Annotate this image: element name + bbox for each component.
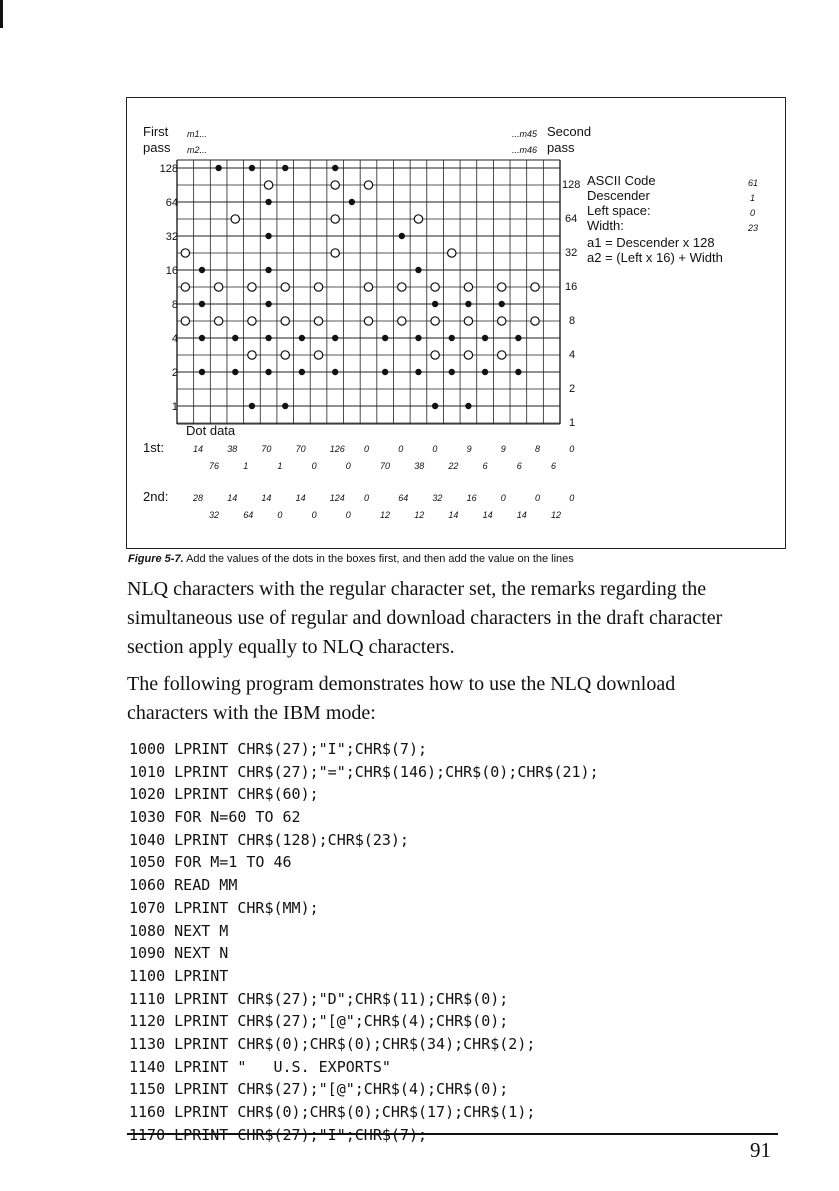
filled-dot <box>515 369 521 375</box>
open-dot <box>464 317 472 325</box>
code-line: 1110 LPRINT CHR$(27);"D";CHR$(11);CHR$(0); <box>129 989 509 1008</box>
second-row-label: 2nd: <box>143 489 169 504</box>
dot-data-value: 14 <box>295 493 306 503</box>
info-left-space-label: Left space: <box>587 203 651 218</box>
footer-rule <box>127 1133 778 1135</box>
left-value-128: 128 <box>159 163 178 175</box>
left-value-8: 8 <box>171 299 178 311</box>
open-dot <box>231 215 239 223</box>
paragraph-nlq <box>127 575 781 662</box>
dot-data-value: 14 <box>482 510 493 520</box>
filled-dot <box>332 335 338 341</box>
second-pass-label-1: Second <box>547 124 592 139</box>
filled-dot <box>499 301 505 307</box>
filled-dot <box>265 335 271 341</box>
dot-data-value: 126 <box>329 444 345 454</box>
open-dot <box>498 351 506 359</box>
paragraph-line: section apply equally to NLQ characters. <box>127 636 455 658</box>
code-line: 1150 LPRINT CHR$(27);"[@";CHR$(4);CHR$(0); <box>129 1080 509 1099</box>
dot-data-value: 38 <box>227 444 238 454</box>
dot-data-value: 0 <box>398 444 404 454</box>
filled-dot <box>299 335 305 341</box>
code-line: 1010 LPRINT CHR$(27);"=";CHR$(146);CHR$(0);CHR$(21); <box>129 762 599 781</box>
filled-dot <box>332 369 338 375</box>
dot-data-value: 22 <box>448 461 459 471</box>
filled-dot <box>299 369 305 375</box>
filled-dot <box>399 233 405 239</box>
open-dot <box>531 317 539 325</box>
dot-data-value: 14 <box>261 493 272 503</box>
filled-dot <box>249 403 255 409</box>
dot-data-value: 0 <box>569 444 575 454</box>
open-dot <box>181 249 189 257</box>
info-ascii-value: 61 <box>748 178 759 188</box>
filled-dot <box>432 403 438 409</box>
filled-dot <box>465 403 471 409</box>
code-line: 1030 FOR N=60 TO 62 <box>129 808 301 827</box>
filled-dot <box>465 301 471 307</box>
left-value-1: 1 <box>171 401 178 413</box>
caption-label: Figure 5-7. <box>128 553 184 565</box>
right-value-64: 64 <box>565 213 578 225</box>
filled-dot <box>215 165 221 171</box>
left-value-16: 16 <box>165 265 178 277</box>
open-dot <box>531 283 539 291</box>
first-pass-label-1: First <box>143 124 169 139</box>
filled-dot <box>265 267 271 273</box>
open-dot <box>181 283 189 291</box>
info-width-value: 23 <box>748 223 759 233</box>
code-line: 1140 LPRINT " U.S. EXPORTS" <box>129 1057 391 1076</box>
right-value-1: 1 <box>569 417 576 429</box>
filled-dot <box>199 267 205 273</box>
right-value-4: 4 <box>569 349 576 361</box>
basic-program-listing <box>129 738 599 1146</box>
dot-data-value: 0 <box>311 461 317 471</box>
open-dot <box>214 317 222 325</box>
code-line <box>129 1124 599 1147</box>
formula-a1: a1 = Descender x 128 <box>587 235 715 250</box>
dot-data-value: 0 <box>345 510 351 520</box>
second-pass-m46: ...m46 <box>512 145 538 155</box>
filled-dot <box>265 369 271 375</box>
code-line: 1160 LPRINT CHR$(0);CHR$(0);CHR$(17);CHR$(1); <box>129 1103 536 1121</box>
paragraph-line: simultaneous use of regular and download characters in the draft character <box>127 607 723 629</box>
open-dot <box>464 283 472 291</box>
paragraph-program-intro <box>127 670 781 728</box>
dot-data-value: 0 <box>345 461 351 471</box>
filled-dot <box>232 369 238 375</box>
open-dot <box>331 215 339 223</box>
code-line: 1050 FOR M=1 TO 46 <box>129 853 292 872</box>
filled-dot <box>232 335 238 341</box>
dot-data-value: 0 <box>364 444 370 454</box>
code-line: 1060 READ MM <box>129 876 238 895</box>
first-pass-m1: m1... <box>187 129 208 139</box>
open-dot <box>431 283 439 291</box>
dot-data-value: 70 <box>295 444 306 454</box>
right-value-128: 128 <box>562 179 581 191</box>
dot-data-value: 6 <box>482 461 488 471</box>
dot-data-value: 8 <box>535 444 541 454</box>
second-pass-label-2: pass <box>547 140 575 155</box>
filled-dot <box>415 267 421 273</box>
open-dot <box>364 181 372 189</box>
dot-data-value: 9 <box>466 444 472 454</box>
left-value-4: 4 <box>171 333 178 345</box>
filled-dot <box>382 369 388 375</box>
left-value-32: 32 <box>165 231 178 243</box>
info-descender-value: 1 <box>750 193 756 203</box>
open-dot <box>281 351 289 359</box>
info-left-space-value: 0 <box>750 208 756 218</box>
filled-dot <box>199 301 205 307</box>
filled-dot <box>515 335 521 341</box>
paragraph-line: NLQ characters with the regular character set, the remarks regarding the <box>127 578 707 600</box>
open-dot <box>331 181 339 189</box>
dot-data-value: 14 <box>516 510 527 520</box>
dot-data-value: 0 <box>500 493 506 503</box>
code-line: 1100 LPRINT <box>129 966 229 985</box>
open-dot <box>364 283 372 291</box>
info-descender-label: Descender <box>587 188 650 203</box>
right-value-16: 16 <box>565 281 578 293</box>
dot-data-value: 38 <box>414 461 425 471</box>
open-dot <box>248 283 256 291</box>
dot-data-value: 14 <box>227 493 238 503</box>
dot-data-value: 124 <box>329 493 345 503</box>
paragraph-line: The following program demonstrates how to use the NLQ download <box>127 673 676 695</box>
open-dot <box>448 249 456 257</box>
open-dot <box>281 317 289 325</box>
filled-dot <box>415 369 421 375</box>
filled-dot <box>265 233 271 239</box>
first-pass-m2: m2... <box>187 145 208 155</box>
filled-dot <box>265 199 271 205</box>
dot-data-value: 1 <box>277 461 283 471</box>
first-pass-label-2: pass <box>143 140 171 155</box>
dot-data-value: 12 <box>551 510 562 520</box>
dot-data-value: 6 <box>516 461 522 471</box>
filled-dot <box>449 369 455 375</box>
open-dot <box>431 317 439 325</box>
dot-data-value: 70 <box>261 444 272 454</box>
open-dot <box>264 181 272 189</box>
info-ascii-label: ASCII Code <box>587 173 656 188</box>
filled-dot <box>482 369 488 375</box>
dot-data-value: 0 <box>535 493 541 503</box>
code-line: 1020 LPRINT CHR$(60); <box>129 785 319 804</box>
dot-data-value: 76 <box>209 461 220 471</box>
dot-data-value: 32 <box>432 493 443 503</box>
code-line: 1040 LPRINT CHR$(128);CHR$(23); <box>129 830 409 849</box>
open-dot <box>331 249 339 257</box>
paragraph-line: characters with the IBM mode: <box>127 702 376 724</box>
code-line: 1090 NEXT N <box>129 944 229 963</box>
dot-data-value: 0 <box>432 444 438 454</box>
dot-data-value: 1 <box>243 461 249 471</box>
open-dot <box>498 283 506 291</box>
dot-data-value: 0 <box>311 510 317 520</box>
open-dot <box>398 317 406 325</box>
open-dot <box>181 317 189 325</box>
formula-a2: a2 = (Left x 16) + Width <box>587 250 723 265</box>
dot-data-value: 12 <box>380 510 391 520</box>
dot-matrix-grid <box>0 0 839 560</box>
open-dot <box>248 351 256 359</box>
caption-text: Add the values of the dots in the boxes first, and then add the value on the lines <box>186 553 574 565</box>
right-value-32: 32 <box>565 247 578 259</box>
dot-data-value: 12 <box>414 510 425 520</box>
first-row-label: 1st: <box>143 440 164 455</box>
filled-dot <box>199 369 205 375</box>
dot-data-value: 70 <box>380 461 391 471</box>
filled-dot <box>332 165 338 171</box>
dot-data-value: 32 <box>209 510 220 520</box>
open-dot <box>248 317 256 325</box>
dot-data-value: 0 <box>569 493 575 503</box>
info-width-label: Width: <box>587 218 624 233</box>
open-dot <box>414 215 422 223</box>
dot-data-value: 16 <box>466 493 477 503</box>
dot-data-label: Dot data <box>186 423 236 438</box>
code-line: 1130 LPRINT CHR$(0);CHR$(0);CHR$(34);CHR$(2); <box>129 1034 536 1053</box>
dot-data-value: 64 <box>398 493 409 503</box>
dot-data-value: 6 <box>551 461 557 471</box>
filled-dot <box>432 301 438 307</box>
code-line: 1080 NEXT M <box>129 921 229 940</box>
open-dot <box>498 317 506 325</box>
filled-dot <box>482 335 488 341</box>
dot-data-value: 14 <box>193 444 204 454</box>
filled-dot <box>249 165 255 171</box>
filled-dot <box>282 403 288 409</box>
dot-data-value: 0 <box>277 510 283 520</box>
filled-dot <box>199 335 205 341</box>
page-number: 91 <box>750 1138 771 1162</box>
filled-dot <box>449 335 455 341</box>
figure-caption <box>128 553 574 565</box>
open-dot <box>314 317 322 325</box>
left-value-2: 2 <box>171 367 178 379</box>
dot-data-value: 9 <box>500 444 506 454</box>
open-dot <box>464 351 472 359</box>
code-line: 1120 LPRINT CHR$(27);"[@";CHR$(4);CHR$(0); <box>129 1012 509 1031</box>
dot-data-value: 64 <box>243 510 254 520</box>
filled-dot <box>415 335 421 341</box>
filled-dot <box>349 199 355 205</box>
open-dot <box>214 283 222 291</box>
code-line: 1000 LPRINT CHR$(27);"I";CHR$(7); <box>129 740 428 758</box>
dot-data-value: 0 <box>364 493 370 503</box>
dot-data-value: 14 <box>448 510 459 520</box>
open-dot <box>314 351 322 359</box>
right-value-2: 2 <box>569 383 576 395</box>
left-value-64: 64 <box>165 197 178 209</box>
right-value-8: 8 <box>569 315 576 327</box>
dot-data-value: 28 <box>193 493 204 503</box>
open-dot <box>431 351 439 359</box>
second-pass-m45: ...m45 <box>512 129 538 139</box>
open-dot <box>364 317 372 325</box>
filled-dot <box>265 301 271 307</box>
open-dot <box>314 283 322 291</box>
open-dot <box>281 283 289 291</box>
filled-dot <box>382 335 388 341</box>
code-line: 1070 LPRINT CHR$(MM); <box>129 898 319 917</box>
open-dot <box>398 283 406 291</box>
filled-dot <box>282 165 288 171</box>
